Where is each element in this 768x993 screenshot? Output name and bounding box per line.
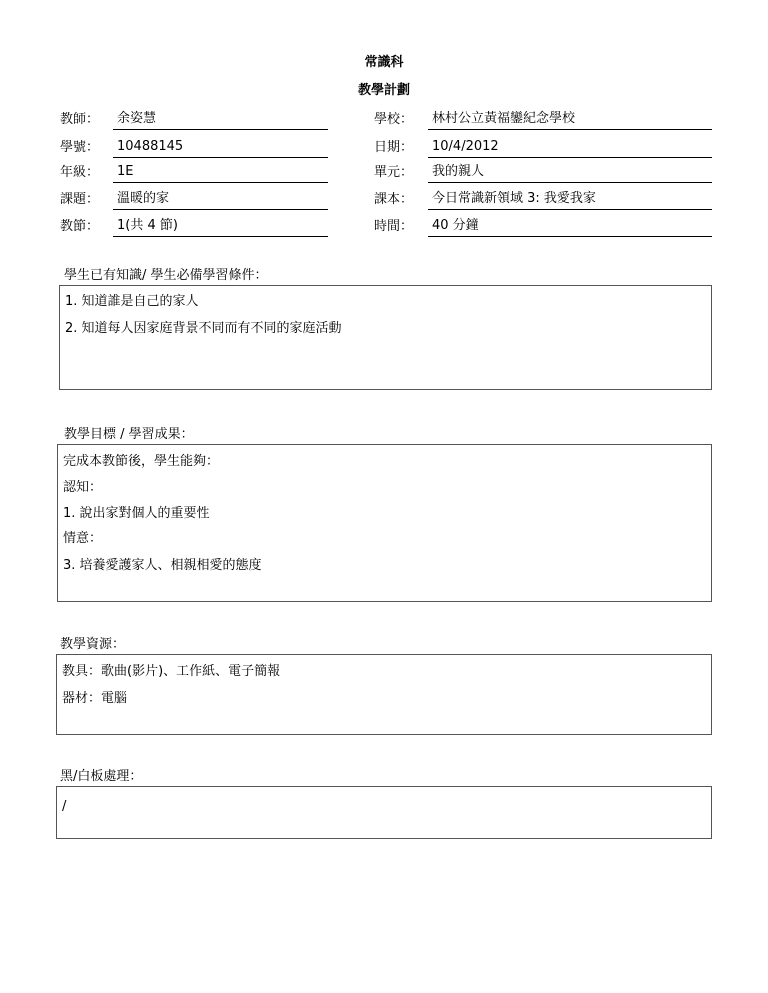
- textbook-field: 今日常識新領域 3: 我愛我家: [428, 191, 712, 210]
- student-no-field: 10488145: [113, 139, 328, 158]
- teacher-field: 余姿慧: [113, 111, 328, 130]
- date-label: 日期：: [374, 140, 414, 155]
- lesson-label: 教節：: [60, 219, 100, 234]
- objectives-line: 3. 培養愛護家人、相親相愛的態度: [63, 558, 262, 573]
- topic-field: 溫暖的家: [113, 191, 328, 210]
- objectives-box: [57, 444, 712, 602]
- prior-knowledge-box: [59, 285, 712, 390]
- student-no-label: 學號：: [60, 140, 100, 155]
- objectives-line: 1. 說出家對個人的重要性: [63, 506, 210, 521]
- board-title: 黑/白板處理：: [60, 769, 143, 784]
- objectives-line: 完成本教節後，學生能夠：: [63, 454, 220, 469]
- unit-field: 我的親人: [428, 164, 712, 183]
- textbook-label: 課本：: [374, 192, 414, 207]
- resources-line: 器材：電腦: [62, 691, 128, 706]
- prior-knowledge-title: 學生已有知識/ 學生必備學習條件：: [64, 268, 268, 283]
- objectives-line: 情意：: [63, 531, 103, 546]
- time-label: 時間：: [374, 219, 414, 234]
- grade-field: 1E: [113, 164, 328, 183]
- prior-knowledge-line: 1. 知道誰是自己的家人: [65, 294, 199, 309]
- resources-box: [56, 654, 712, 735]
- prior-knowledge-line: 2. 知道每人因家庭背景不同而有不同的家庭活動: [65, 321, 342, 336]
- resources-line: 教具：歌曲(影片)、工作紙、電子簡報: [62, 664, 281, 679]
- unit-label: 單元：: [374, 165, 414, 180]
- resources-title: 教學資源：: [60, 637, 126, 652]
- lesson-field: 1(共 4 節): [113, 218, 328, 237]
- topic-label: 課題：: [60, 192, 100, 207]
- document-title: 教學計劃: [357, 83, 410, 98]
- school-label: 學校：: [374, 112, 414, 127]
- time-field: 40 分鐘: [428, 218, 712, 237]
- objectives-title: 教學目標 / 學習成果：: [64, 427, 194, 442]
- board-line: /: [62, 799, 67, 814]
- subject-title: 常識科: [364, 55, 404, 70]
- school-field: 林村公立黃福鑾紀念學校: [428, 111, 712, 130]
- board-box: [56, 786, 712, 839]
- grade-label: 年級：: [60, 165, 100, 180]
- teacher-label: 教師：: [60, 112, 100, 127]
- date-field: 10/4/2012: [428, 139, 712, 158]
- objectives-line: 認知：: [63, 480, 103, 495]
